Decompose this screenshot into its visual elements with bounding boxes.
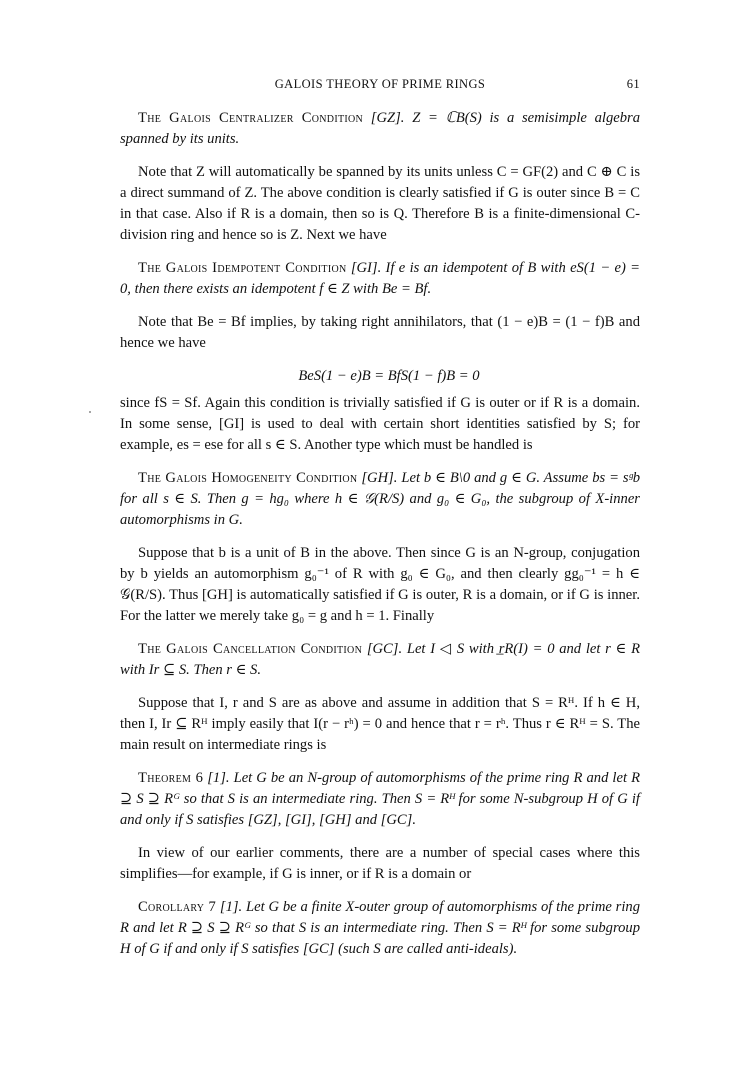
gc-condition (120, 639, 640, 681)
gi-remark-continued (120, 393, 640, 456)
corollary-7 (120, 897, 640, 960)
display-equation: BeS(1 − e)B = BfS(1 − f)B = 0 (298, 368, 480, 384)
gh-condition (120, 468, 640, 531)
paragraph-text: [1]. Let G be an N-group of automorphisms of the prime ring R and let R ⊇ S ⊇ Rᴳ so that S is an intermediate ring. Then S = Rᴴ for some N-subgroup H of G if and only if S satisfies [GZ], [GI], [GH] and [GC]. (120, 770, 640, 828)
paragraph-lead: The Galois Idempotent Condition (138, 260, 347, 276)
paragraph-text: [GZ]. Z = ℂB(S) is a semisimple algebra spanned by its units. (120, 110, 640, 147)
gh-remark (120, 543, 640, 627)
paragraph-text: Suppose that I, r and S are as above and assume in addition that S = Rᴴ. If h ∈ H, then I, Ir ⊆ Rᴴ imply easily that I(r − rʰ) = 0 and hence that r = rʰ. Thus r ∈ Rᴴ = S. The main result on intermediate rings is (120, 695, 640, 753)
paragraph-lead: The Galois Cancellation Condition (138, 641, 363, 657)
paragraph-lead: The Galois Centralizer Condition (138, 110, 364, 126)
page-number: 61 (626, 77, 640, 91)
running-title: GALOIS THEORY OF PRIME RINGS (274, 77, 486, 91)
margin-mark (89, 411, 91, 413)
paragraph-text: Suppose that b is a unit of B in the above. Then since G is an N-group, conjugation by b yields an automorphism g₀⁻¹ of R with g₀ ∈ G₀, and then clearly gg₀⁻¹ = h ∈ 𝒢(R/S). Thus [GH] is automatically satisfied if G is outer, R is a domain, or if G is inner. For the latter we merely take g₀ = g and h = 1. Finally (120, 545, 640, 624)
paragraph-text: Note that Z will automatically be spanned by its units unless C = GF(2) and C ⊕ C is a direct summand of Z. The above condition is clearly satisfied if G is outer since B = C in that case. Also if R is a domain, then so is Q. Therefore B is a finite-dimensional C-division ring and hence so is Z. Next we have (120, 164, 640, 243)
gz-condition (120, 108, 640, 150)
paragraph-lead: The Galois Homogeneity Condition (138, 470, 358, 486)
theorem-6 (120, 768, 640, 831)
gi-remark (120, 312, 640, 354)
gi-condition (120, 258, 640, 300)
paragraph-text: [GI]. If e is an idempotent of B with eS(1 − e) = 0, then there exists an idempotent f ∈ Z with Be = Bf. (120, 260, 640, 297)
paragraph-text: [GC]. Let I ◁ S with r̲R(I) = 0 and let r ∈ R with Ir ⊆ S. Then r ∈ S. (120, 641, 640, 678)
paragraph-text: In view of our earlier comments, there are a number of special cases where this simplifies—for example, if G is inner, or if R is a domain or (120, 845, 640, 882)
body-text (120, 108, 640, 972)
special-cases-remark (120, 843, 640, 885)
paragraph-text: since fS = Sf. Again this condition is trivially satisfied if G is outer or if R is a domain. In some sense, [GI] is used to deal with certain short identities satisfied by S; for example, es = ese for all s ∈ S. Another type which must be handled is (120, 395, 640, 453)
gc-remark (120, 693, 640, 756)
paragraph-text: Note that Be = Bf implies, by taking right annihilators, that (1 − e)B = (1 − f)B and hence we have (120, 314, 640, 351)
paragraph-text: [1]. Let G be a finite X-outer group of automorphisms of the prime ring R and let R ⊇ S ⊇ Rᴳ so that S is an intermediate ring. Then S = Rᴴ for some subgroup H of G if and only if S satisfies [GC] (such S are called anti-ideals). (120, 899, 641, 957)
paragraph-text: [GH]. Let b ∈ B\0 and g ∈ G. Assume bs = sᵍb for all s ∈ S. Then g = hg₀ where h ∈ 𝒢(R/S) and g₀ ∈ G₀, the subgroup of X-inner automorphisms in G. (120, 470, 641, 528)
paragraph-lead: Theorem 6 (138, 770, 204, 786)
paragraph-lead: Corollary 7 (138, 899, 217, 915)
gz-remark (120, 162, 640, 246)
